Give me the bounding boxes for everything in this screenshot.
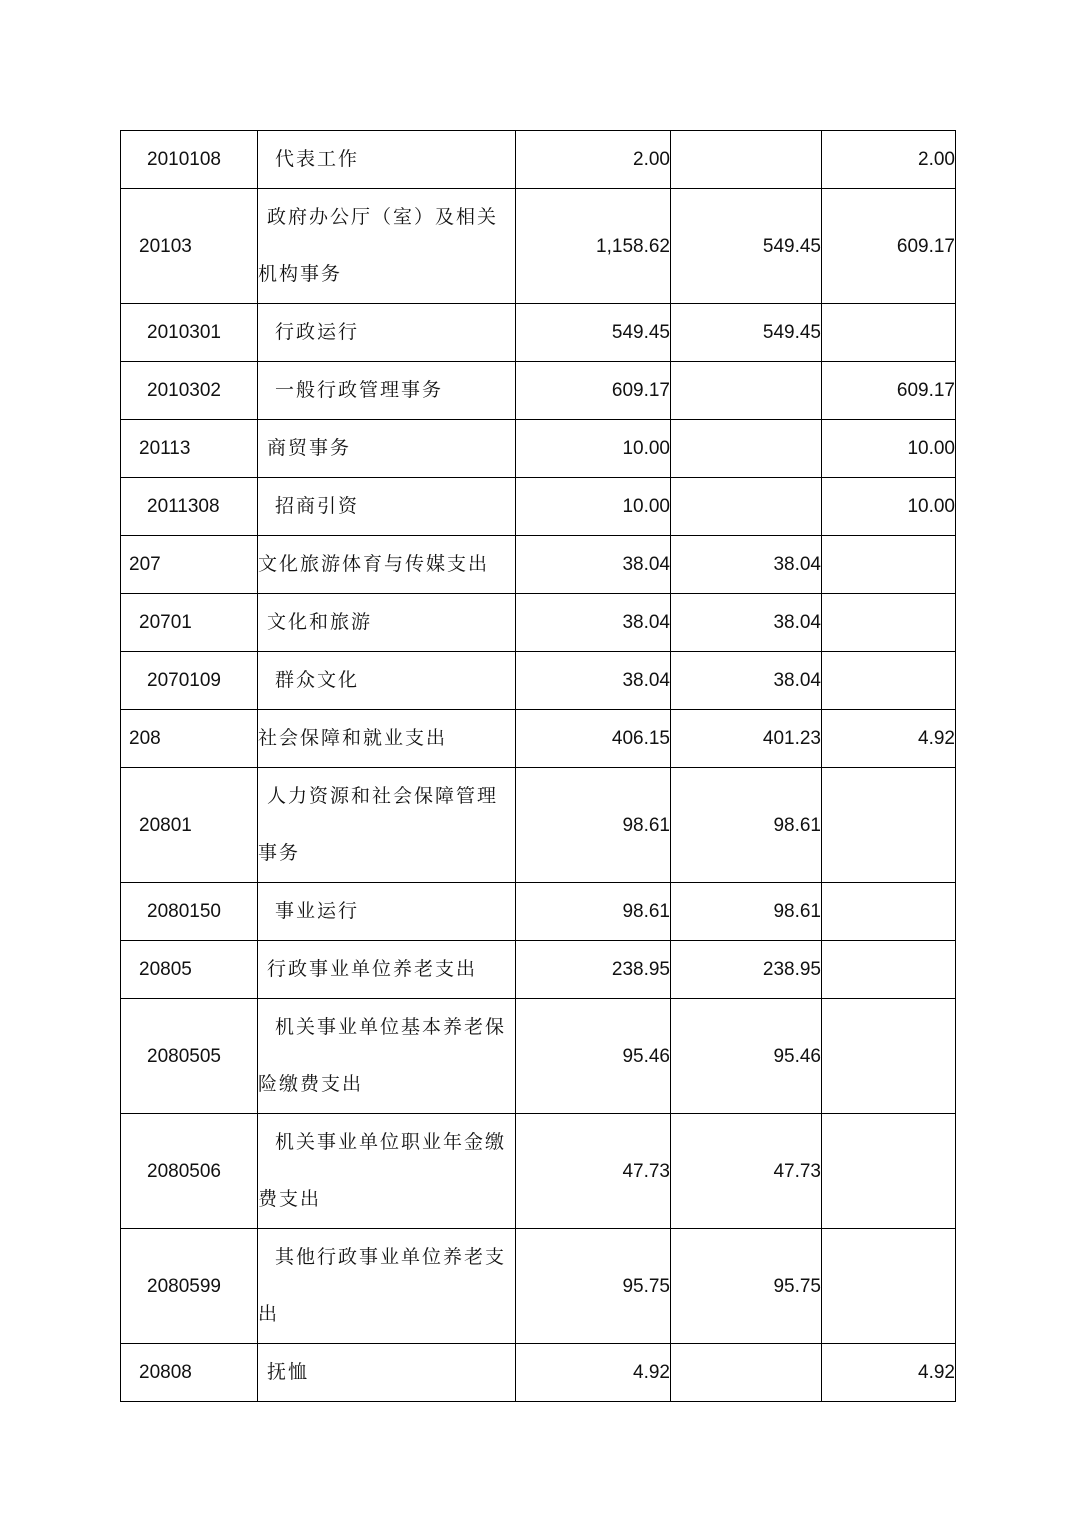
subject-code: 208 bbox=[121, 710, 258, 768]
table-row bbox=[121, 420, 956, 478]
total-amount: 2.00 bbox=[516, 131, 671, 189]
table-row bbox=[121, 999, 956, 1114]
project-expenditure bbox=[822, 768, 956, 883]
basic-expenditure: 549.45 bbox=[671, 304, 822, 362]
total-amount: 1,158.62 bbox=[516, 189, 671, 304]
total-amount: 238.95 bbox=[516, 941, 671, 999]
subject-code: 2080150 bbox=[121, 883, 258, 941]
basic-expenditure bbox=[671, 131, 822, 189]
table-row bbox=[121, 362, 956, 420]
basic-expenditure: 98.61 bbox=[671, 883, 822, 941]
table-row bbox=[121, 652, 956, 710]
basic-expenditure: 38.04 bbox=[671, 594, 822, 652]
subject-code: 2011308 bbox=[121, 478, 258, 536]
basic-expenditure bbox=[671, 478, 822, 536]
total-amount: 47.73 bbox=[516, 1114, 671, 1229]
project-expenditure: 10.00 bbox=[822, 420, 956, 478]
total-amount: 38.04 bbox=[516, 594, 671, 652]
table-row bbox=[121, 131, 956, 189]
total-amount: 98.61 bbox=[516, 883, 671, 941]
project-expenditure bbox=[822, 941, 956, 999]
subject-code: 20103 bbox=[121, 189, 258, 304]
subject-name: 行政运行 bbox=[258, 304, 516, 362]
subject-name: 人力资源和社会保障管理事务 bbox=[258, 768, 516, 883]
total-amount: 38.04 bbox=[516, 652, 671, 710]
project-expenditure bbox=[822, 1114, 956, 1229]
project-expenditure bbox=[822, 304, 956, 362]
subject-name: 事业运行 bbox=[258, 883, 516, 941]
project-expenditure: 609.17 bbox=[822, 362, 956, 420]
subject-code: 2010108 bbox=[121, 131, 258, 189]
total-amount: 10.00 bbox=[516, 420, 671, 478]
subject-name: 政府办公厅（室）及相关机构事务 bbox=[258, 189, 516, 304]
total-amount: 406.15 bbox=[516, 710, 671, 768]
table-row bbox=[121, 594, 956, 652]
subject-code: 20805 bbox=[121, 941, 258, 999]
project-expenditure bbox=[822, 594, 956, 652]
project-expenditure bbox=[822, 883, 956, 941]
basic-expenditure: 47.73 bbox=[671, 1114, 822, 1229]
project-expenditure: 4.92 bbox=[822, 710, 956, 768]
table-row bbox=[121, 883, 956, 941]
subject-name: 其他行政事业单位养老支出 bbox=[258, 1229, 516, 1344]
subject-name: 群众文化 bbox=[258, 652, 516, 710]
total-amount: 4.92 bbox=[516, 1344, 671, 1402]
table-row bbox=[121, 478, 956, 536]
subject-code: 20113 bbox=[121, 420, 258, 478]
total-amount: 95.75 bbox=[516, 1229, 671, 1344]
table-body bbox=[121, 131, 956, 1402]
subject-code: 20808 bbox=[121, 1344, 258, 1402]
subject-name: 招商引资 bbox=[258, 478, 516, 536]
table-row bbox=[121, 536, 956, 594]
project-expenditure bbox=[822, 1229, 956, 1344]
subject-name: 机关事业单位职业年金缴费支出 bbox=[258, 1114, 516, 1229]
table-row bbox=[121, 1114, 956, 1229]
project-expenditure: 2.00 bbox=[822, 131, 956, 189]
total-amount: 10.00 bbox=[516, 478, 671, 536]
table-row bbox=[121, 304, 956, 362]
subject-name: 抚恤 bbox=[258, 1344, 516, 1402]
subject-name: 机关事业单位基本养老保险缴费支出 bbox=[258, 999, 516, 1114]
table-row bbox=[121, 941, 956, 999]
basic-expenditure: 401.23 bbox=[671, 710, 822, 768]
project-expenditure: 10.00 bbox=[822, 478, 956, 536]
project-expenditure bbox=[822, 999, 956, 1114]
total-amount: 549.45 bbox=[516, 304, 671, 362]
subject-code: 2070109 bbox=[121, 652, 258, 710]
subject-name: 商贸事务 bbox=[258, 420, 516, 478]
budget-expenditure-table bbox=[120, 130, 956, 1402]
subject-code: 20801 bbox=[121, 768, 258, 883]
subject-code: 2010301 bbox=[121, 304, 258, 362]
total-amount: 38.04 bbox=[516, 536, 671, 594]
subject-name: 行政事业单位养老支出 bbox=[258, 941, 516, 999]
subject-name: 代表工作 bbox=[258, 131, 516, 189]
subject-name: 社会保障和就业支出 bbox=[258, 710, 516, 768]
total-amount: 98.61 bbox=[516, 768, 671, 883]
subject-name: 文化旅游体育与传媒支出 bbox=[258, 536, 516, 594]
subject-name: 文化和旅游 bbox=[258, 594, 516, 652]
subject-code: 2080506 bbox=[121, 1114, 258, 1229]
total-amount: 95.46 bbox=[516, 999, 671, 1114]
basic-expenditure: 549.45 bbox=[671, 189, 822, 304]
basic-expenditure: 38.04 bbox=[671, 536, 822, 594]
basic-expenditure: 98.61 bbox=[671, 768, 822, 883]
basic-expenditure bbox=[671, 362, 822, 420]
subject-code: 2010302 bbox=[121, 362, 258, 420]
total-amount: 609.17 bbox=[516, 362, 671, 420]
table-row bbox=[121, 189, 956, 304]
project-expenditure: 4.92 bbox=[822, 1344, 956, 1402]
table-row bbox=[121, 1344, 956, 1402]
subject-code: 207 bbox=[121, 536, 258, 594]
subject-code: 2080599 bbox=[121, 1229, 258, 1344]
basic-expenditure bbox=[671, 420, 822, 478]
basic-expenditure: 38.04 bbox=[671, 652, 822, 710]
project-expenditure bbox=[822, 536, 956, 594]
project-expenditure bbox=[822, 652, 956, 710]
subject-code: 2080505 bbox=[121, 999, 258, 1114]
basic-expenditure bbox=[671, 1344, 822, 1402]
table-row bbox=[121, 710, 956, 768]
table-row bbox=[121, 1229, 956, 1344]
table-row bbox=[121, 768, 956, 883]
project-expenditure: 609.17 bbox=[822, 189, 956, 304]
basic-expenditure: 238.95 bbox=[671, 941, 822, 999]
basic-expenditure: 95.75 bbox=[671, 1229, 822, 1344]
basic-expenditure: 95.46 bbox=[671, 999, 822, 1114]
subject-name: 一般行政管理事务 bbox=[258, 362, 516, 420]
subject-code: 20701 bbox=[121, 594, 258, 652]
